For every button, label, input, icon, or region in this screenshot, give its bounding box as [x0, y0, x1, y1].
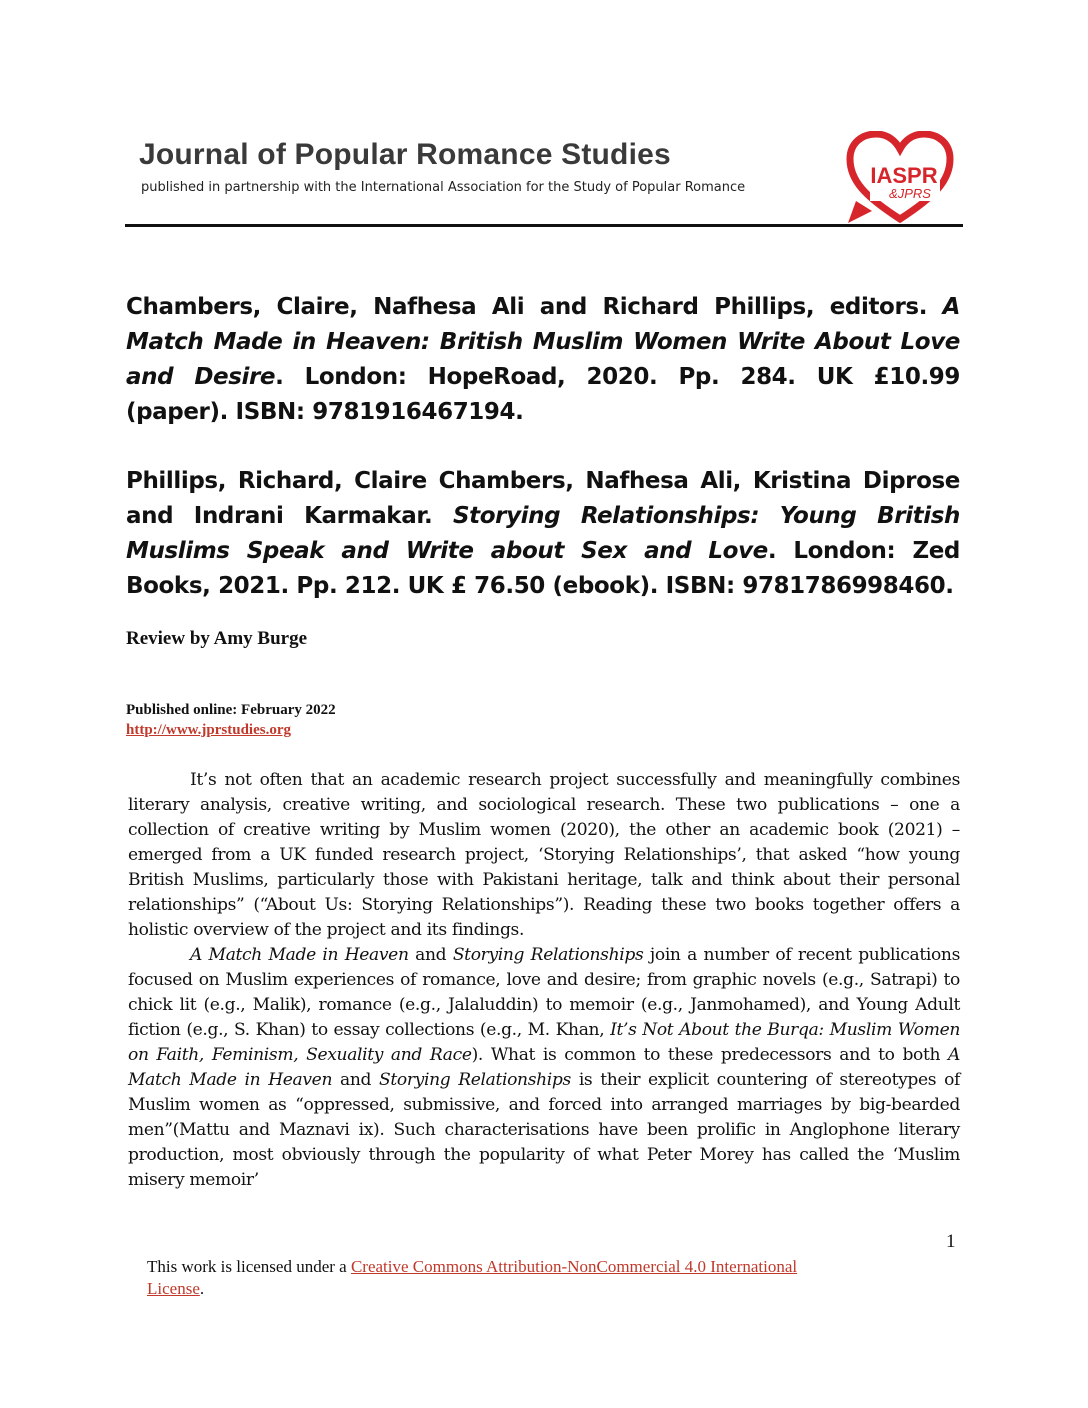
citation-2-title: Storying Relationships: Young British Muslims Speak and Write about Sex and Love — [126, 503, 961, 564]
journal-website-link[interactable]: http://www.jprstudies.org — [126, 722, 292, 738]
p2-essay-title: It’s Not About the Burqa: Muslim Women on Faith, Feminism, Sexuality and Race — [128, 1020, 960, 1065]
review-body — [128, 768, 960, 1193]
p2-text: and — [332, 1070, 379, 1090]
logo-text-sub: &JPRS — [889, 186, 931, 201]
license-suffix: . — [199, 1279, 205, 1298]
license-prefix: This work is licensed under a — [147, 1257, 351, 1276]
logo-text-main: IASPR — [870, 163, 938, 188]
citation-2-details: . London: Zed Books, 2021. Pp. 212. UK £ 76.50 (ebook). ISBN: 9781786998460. — [126, 538, 960, 599]
citation-book-1 — [126, 290, 960, 430]
p2-book-title-2: Storying Relationships — [452, 945, 644, 965]
license-link[interactable]: Creative Commons Attribution-NonCommercial 4.0 International License — [147, 1257, 798, 1298]
p2-book-title-1b: A Match Made in Heaven — [128, 1045, 960, 1090]
published-date: Published online: February 2022 — [126, 702, 336, 718]
p2-text: is their explicit countering of stereotypes of Muslim women as “oppressed, submissive, and forced into arranged marriages by big-bearded men”(Mattu and Maznavi ix). Such characterisations have been prolific in Anglophone literary production, most obviously through the popularity of what Peter Morey has called the ‘Muslim misery memoir’ — [128, 1070, 960, 1190]
header-divider — [125, 224, 963, 227]
review-byline: Review by Amy Burge — [126, 628, 308, 649]
citation-book-2 — [126, 464, 960, 604]
p2-text: and — [408, 945, 453, 965]
page-number: 1 — [946, 1231, 956, 1252]
citation-2-authors: Phillips, Richard, Claire Chambers, Nafhesa Ali, Kristina Diprose and Indrani Karmakar. — [126, 468, 960, 529]
citation-1-details: . London: HopeRoad, 2020. Pp. 284. UK £10.99 (paper). ISBN: 9781916467194. — [126, 364, 960, 425]
p2-text: ). What is common to these predecessors and to both — [471, 1045, 948, 1065]
paragraph-1: It’s not often that an academic research project successfully and meaningfully combines literary analysis, creative writing, and sociological research. These two publications – one a collection of creative writing by Muslim women (2020), the other an academic book (2021) – emerged from a UK funded research project, ‘Storying Relationships’, that asked “how young British Muslims, particularly those with Pakistani heritage, talk and think about their personal relationships” (“About Us: Storying Relationships”). Reading these two books together offers a holistic overview of the project and its findings. — [128, 770, 960, 940]
journal-title: Journal of Popular Romance Studies — [139, 138, 671, 171]
paragraph-2 — [128, 943, 960, 1193]
iaspr-jprs-logo — [846, 131, 954, 225]
citation-1-authors: Chambers, Claire, Nafhesa Ali and Richard Phillips, editors. — [126, 294, 943, 320]
citation-1-title: A Match Made in Heaven: British Muslim Women Write About Love and Desire — [126, 294, 960, 390]
p2-book-title-2b: Storying Relationships — [379, 1070, 571, 1090]
license-notice — [147, 1256, 847, 1300]
journal-subtitle: published in partnership with the International Association for the Study of Popular Romance — [141, 180, 746, 195]
p2-book-title-1: A Match Made in Heaven — [190, 945, 409, 965]
p2-text: join a number of recent publications focused on Muslim experiences of romance, love and desire; from graphic novels (e.g., Satrapi) to chick lit (e.g., Malik), romance (e.g., Jalaluddin) to memoir (e.g., Janmohamed), and Young Adult fiction (e.g., S. Khan) to essay collections (e.g., M. Khan, — [128, 945, 961, 1040]
